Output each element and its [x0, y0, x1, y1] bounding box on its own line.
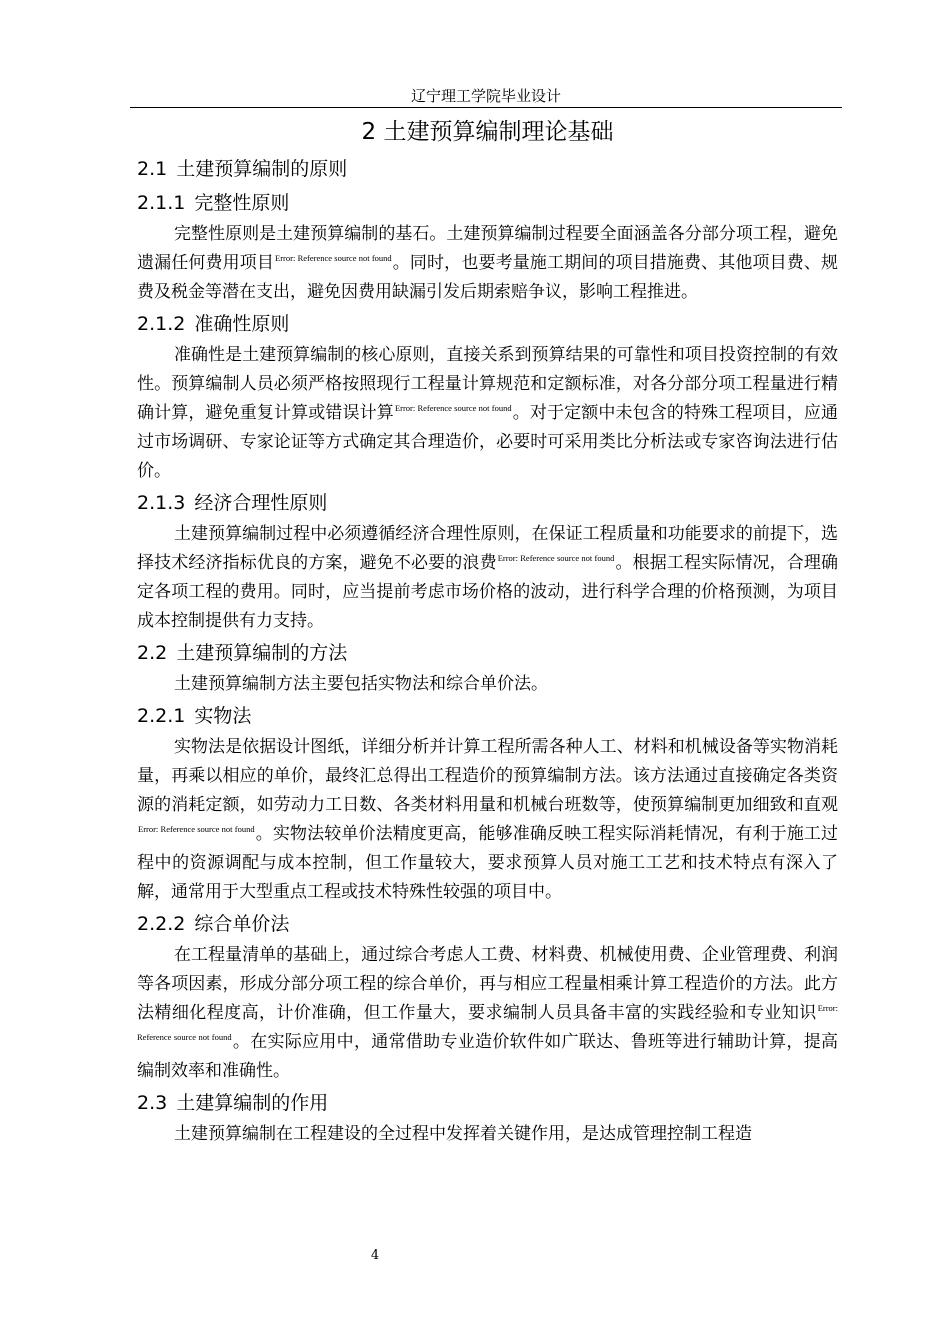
section-heading-2-1 — [137, 152, 838, 186]
section-heading-2-3 — [137, 1086, 838, 1120]
paragraph-role: 土建预算编制在工程建设的全过程中发挥着关键作用，是达成管理控制工程造 — [174, 1124, 752, 1144]
paragraph-text: 实物法是依据设计图纸，详细分析并计算工程所需各种人工、材料和机械设备等实物消耗量，再乘以相应的单价，最终汇总得出工程造价的预算编制方法。该方法通过直接确定各类资源的消耗定额，如劳动力工日数、各类材料用量和机械台班数等，使预算编制更加细致和直观 — [137, 737, 838, 815]
reference-error: Error: Reference source not found — [138, 824, 255, 834]
section-number: 2.1.3 — [137, 492, 186, 514]
section-title: 完整性原则 — [194, 192, 290, 214]
paragraph-text: 。根据工程实际情况，合理确定各项工程的费用。同时，应当提前考虑市场价格的波动，进行科学合理的价格预测，为项目成本控制提供有力支持。 — [137, 553, 839, 631]
document-body — [137, 112, 838, 1149]
paragraph-text: 。对于定额中未包含的特殊工程项目，应通过市场调研、专家论证等方式确定其合理造价，必要时可采用类比分析法或专家咨询法进行估价。 — [137, 403, 839, 481]
paragraph-text: 准确性是土建预算编制的核心原则，直接关系到预算结果的可靠性和项目投资控制的有效性。预算编制人员必须严格按照现行工程量计算规范和定额标准，对各分部分项工程量进行精确计算，避免重复计算或错误计算 — [137, 345, 838, 423]
section-number: 2.1.2 — [137, 313, 186, 335]
section-heading-2-1-1 — [137, 186, 838, 220]
section-heading-2-1-3 — [137, 486, 838, 520]
chapter-title: 2 土建预算编制理论基础 — [361, 119, 614, 145]
paragraph-physical-method — [137, 733, 838, 907]
section-number: 2.1.1 — [137, 192, 186, 214]
section-heading-2-2 — [137, 636, 838, 670]
header-rule — [130, 107, 842, 108]
page-number: 4 — [370, 1248, 380, 1263]
section-heading-2-1-2 — [137, 307, 838, 341]
paragraph-unit-price-method — [137, 941, 838, 1086]
section-title: 综合单价法 — [194, 913, 290, 935]
section-heading-2-2-2 — [137, 907, 838, 941]
section-number: 2.1 — [137, 158, 168, 180]
paragraph-text: 。实物法较单价法精度更高，能够准确反映工程实际消耗情况，有利于施工过程中的资源调配与成本控制，但工作量较大，要求预算人员对施工工艺和技术特点有深入了解，通常用于大型重点工程或技术特殊性较强的项目中。 — [137, 824, 839, 902]
paragraph-text: 。同时，也要考量施工期间的项目措施费、其他项目费、规费及税金等潜在支出，避免因费用缺漏引发后期索赔争议，影响工程推进。 — [137, 253, 839, 302]
section-number: 2.2 — [137, 642, 168, 664]
section-title: 实物法 — [194, 705, 252, 727]
reference-error: Error: Reference source not found — [394, 403, 512, 413]
paragraph-methods: 土建预算编制方法主要包括实物法和综合单价法。 — [174, 674, 548, 694]
paragraph-text: 在工程量清单的基础上，通过综合考虑人工费、材料费、机械使用费、企业管理费、利润等各项因素，形成分部分项工程的综合单价，再与相应工程量相乘计算工程造价的方法。此方法精细化程度高，计价准确，但工作量大，要求编制人员具备丰富的实践经验和专业知识 — [137, 945, 838, 1023]
section-title: 土建预算编制的方法 — [176, 642, 348, 664]
section-heading-2-2-1 — [137, 699, 838, 733]
paragraph-completeness — [137, 220, 838, 307]
reference-error: Error: Reference source not found — [137, 1003, 838, 1042]
paragraph-text: 。在实际应用中，通常借助专业造价软件如广联达、鲁班等进行辅助计算，提高编制效率和准确性。 — [137, 1032, 838, 1081]
paragraph-economic — [137, 520, 838, 636]
section-number: 2.2.2 — [137, 913, 186, 935]
page-header: 辽宁理工学院毕业设计 — [410, 87, 561, 105]
section-title: 土建预算编制的原则 — [176, 158, 348, 180]
section-title: 经济合理性原则 — [194, 492, 328, 514]
reference-error: Error: Reference source not found — [275, 253, 392, 263]
reference-error: Error: Reference source not found — [497, 553, 615, 563]
section-title: 土建算编制的作用 — [176, 1092, 329, 1114]
paragraph-accuracy — [137, 341, 838, 486]
paragraph-text: 土建预算编制过程中必须遵循经济合理性原则，在保证工程质量和功能要求的前提下，选择技术经济指标优良的方案，避免不必要的浪费 — [137, 524, 838, 573]
section-title: 准确性原则 — [194, 313, 290, 335]
paragraph-text: 完整性原则是土建预算编制的基石。土建预算编制过程要全面涵盖各分部分项工程，避免遗漏任何费用项目 — [137, 224, 838, 273]
section-number: 2.3 — [137, 1092, 168, 1114]
section-number: 2.2.1 — [137, 705, 186, 727]
